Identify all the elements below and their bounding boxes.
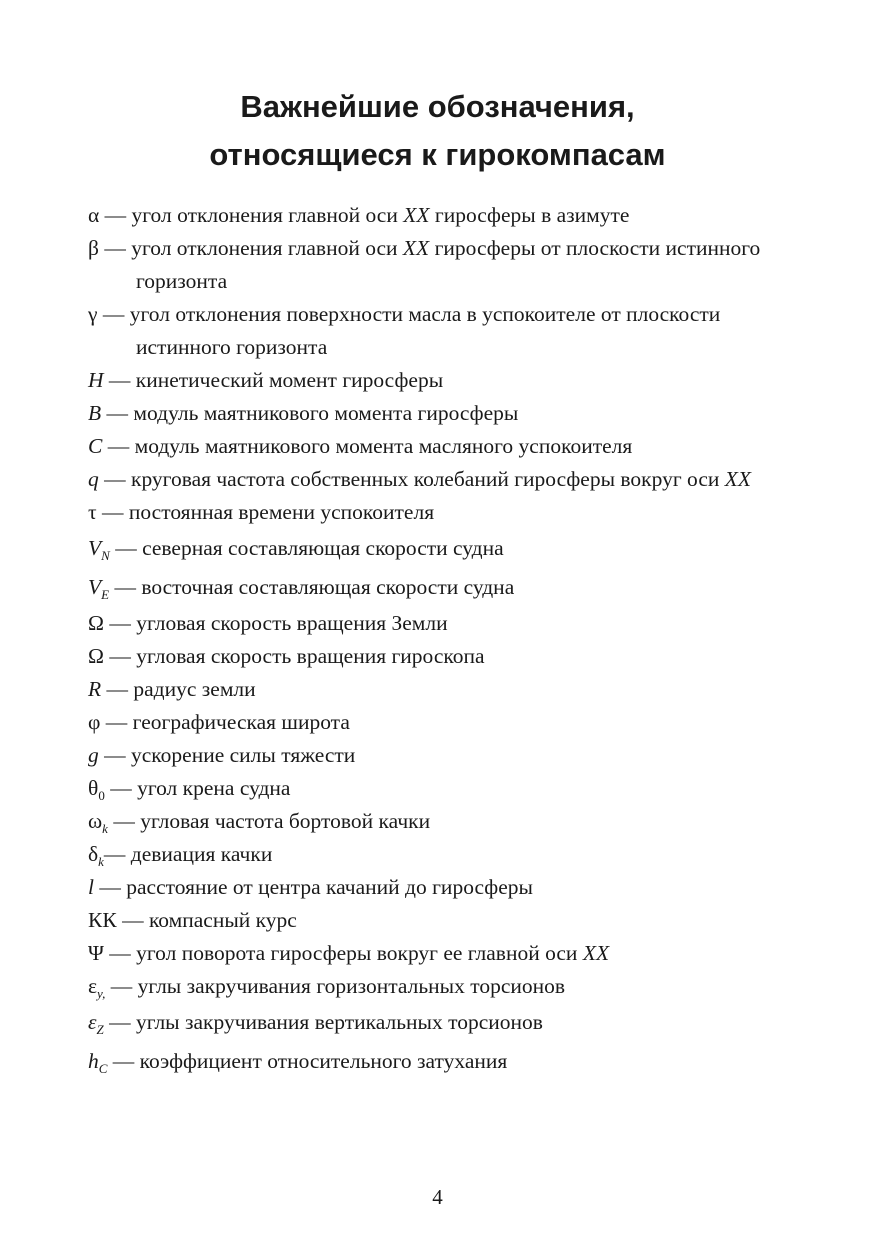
notation-item-psi: Ψ — угол поворота гиросферы вокруг ее главной оси XX	[88, 941, 610, 965]
notation-item-omega-k: $\omega_k$ — угловая частота бортовой качки	[88, 809, 431, 836]
notation-item-ve: $V_E$ — восточная составляющая скорости судна	[88, 575, 515, 602]
notation-item-omega-gyro: Ω — угловая скорость вращения гироскопа	[88, 644, 485, 668]
notation-item-r: R — радиус земли	[88, 677, 256, 701]
notation-item-phi: φ — географическая широта	[88, 710, 350, 734]
notation-item-l: l — расстояние от центра качаний до гиросферы	[88, 875, 533, 899]
page-title	[0, 83, 875, 179]
notation-item-omega-earth: Ω — угловая скорость вращения Земли	[88, 611, 448, 635]
notation-item-beta: β — угол отклонения главной оси XX гиросферы от плоскости истинного горизонта	[88, 236, 761, 293]
notation-item-c: C — модуль маятникового момента масляного успокоителя	[88, 434, 633, 458]
notation-item-h-c: $h_C$ — коэффициент относительного затухания	[88, 1049, 508, 1076]
notation-item-epsilon-y: $\varepsilon_{y,}$ — углы закручивания горизонтальных торсионов	[88, 974, 566, 1001]
page-title-line-1: Важнейшие обозначения,	[240, 89, 635, 124]
notation-item-h-kinetic: H — кинетический момент гиросферы	[88, 368, 444, 392]
notation-list	[88, 199, 788, 1081]
notation-item-kk: КК — компасный курс	[88, 908, 297, 932]
notation-item-b: B — модуль маятникового момента гиросферы	[88, 401, 519, 425]
notation-item-q: q — круговая частота собственных колебаний гиросферы вокруг оси XX	[88, 467, 752, 491]
notation-item-tau: τ — постоянная времени успокоителя	[88, 500, 435, 524]
page-number: 4	[432, 1185, 443, 1209]
notation-item-vn: $V_N$ — северная составляющая скорости судна	[88, 536, 504, 563]
notation-item-alpha: α — угол отклонения главной оси XX гиросферы в азимуте	[88, 203, 630, 227]
notation-item-g: g — ускорение силы тяжести	[88, 743, 356, 767]
notation-item-gamma: γ — угол отклонения поверхности масла в успокоителе от плоскости истинного горизонта	[88, 302, 721, 359]
notation-item-theta0: $\theta_0$ — угол крена судна	[88, 776, 291, 803]
notation-item-epsilon-z: $\varepsilon_Z$ — углы закручивания вертикальных торсионов	[88, 1010, 543, 1037]
notation-item-delta-k: $\delta_k—$ девиация качки	[88, 842, 273, 869]
page-title-line-2: относящиеся к гирокомпасам	[209, 137, 666, 172]
